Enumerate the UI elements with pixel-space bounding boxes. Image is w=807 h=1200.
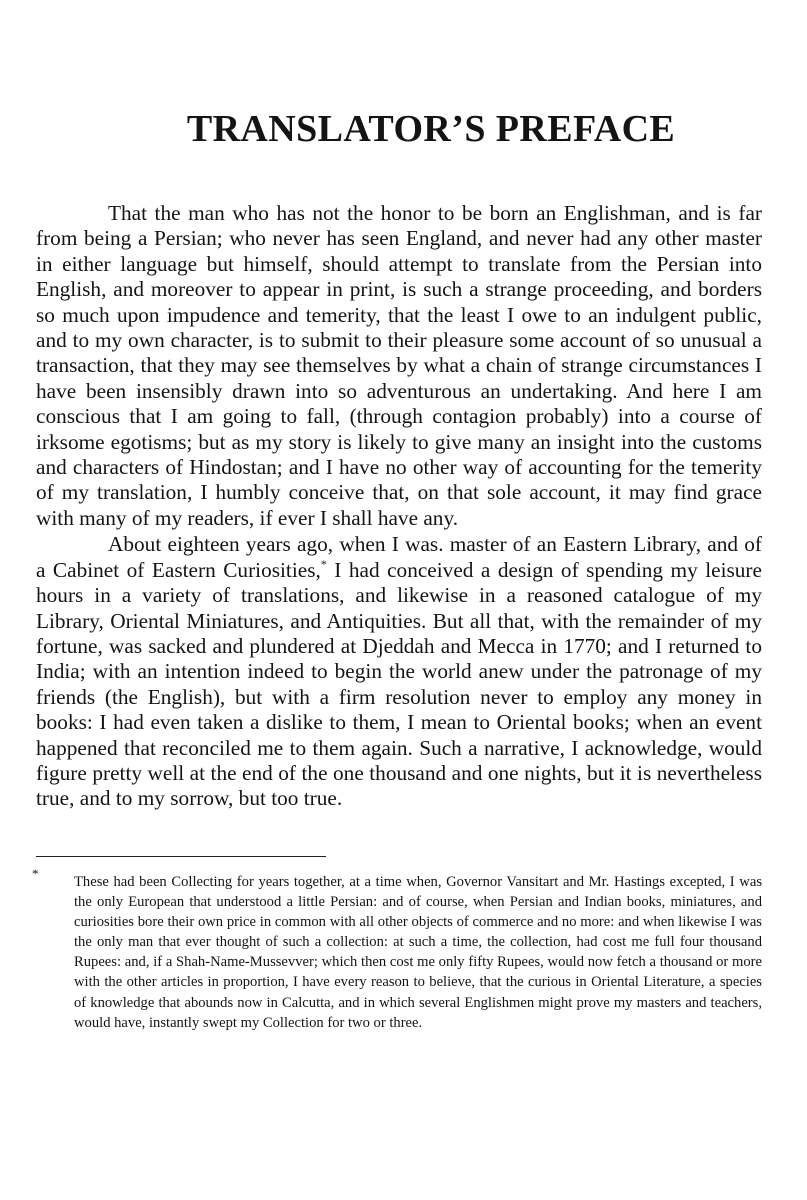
footnote-reference-mark: * [320,556,327,571]
paragraph-1: That the man who has not the honor to be born an Englishman, and is far from being a Persian; who never has seen England, and never had any other master in either language but himself, should attempt to translate from the Persian into English, and moreover to appear in print, is such a strange proceeding, and borders so much upon impudence and temerity, that the least I owe to an indulgent public, and to my own character, is to submit to their pleasure some account of so unusual a transaction, that they may see themselves by what a chain of strange circumstances I have been insensibly drawn into so adventurous an undertaking. And here I am conscious that I am going to fall, (through contagion probably) into a course of irksome egotisms; but as my story is likely to give many an insight into the customs and characters of Hindostan; and I have no other way of accounting for the temerity of my translation, I humbly conceive that, on that sole account, it may find grace with many of my readers, if ever I shall have any. [36,201,762,530]
footnote-separator-rule [36,856,326,857]
preface-body [36,201,762,812]
paragraph-2 [36,532,762,811]
page-title: TRANSLATOR’S PREFACE [186,108,676,150]
footnote-text: These had been Collecting for years together, at a time when, Governor Vansitart and Mr. Hastings excepted, I was the only European that understood a little Persian: and of course, when Persian and Indian books, miniatures, and curiosities bore their own price in common with all other objects of commerce and no more: and when likewise I was the only man that ever thought of such a collection: at such a time, the collection, had cost me full four thousand Rupees: and, if a Shah-Name-Mussevver; which then cost me only fifty Rupees, would now fetch a thousand or more with the other articles in proportion, I have every reason to believe, that the curious in Oriental Literature, a species of knowledge that abounds now in Calcutta, and in which several Englishmen might prove my masters and teachers, would have, instantly swept my Collection for two or three. [74,874,762,1031]
paragraph-2-text-after-ref: I had conceived a design of spending my leisure hours in a variety of translations, and likewise in a reasoned catalogue of my Library, Oriental Miniatures, and Antiquities. But all that, with the remainder of my fortune, was sacked and plundered at Djeddah and Mecca in 1770; and I returned to India; with an intention indeed to begin the world anew under the patronage of my friends (the English), but with a firm resolution never to employ any money in books: I had even taken a dislike to them, I mean to Oriental books; when an event happened that reconciled me to them again. Such a narrative, I acknowledge, would figure pretty well at the end of the one thousand and one nights, but it is nevertheless true, and to my sorrow, but too true. [36,557,762,811]
footnote [74,872,762,1033]
footnote-mark: * [32,866,39,881]
paragraph-2-text-before-ref: About eighteen years ago, when I was. master of an Eastern Library, and of a Cabinet of Eastern Curiosities, [36,532,762,582]
